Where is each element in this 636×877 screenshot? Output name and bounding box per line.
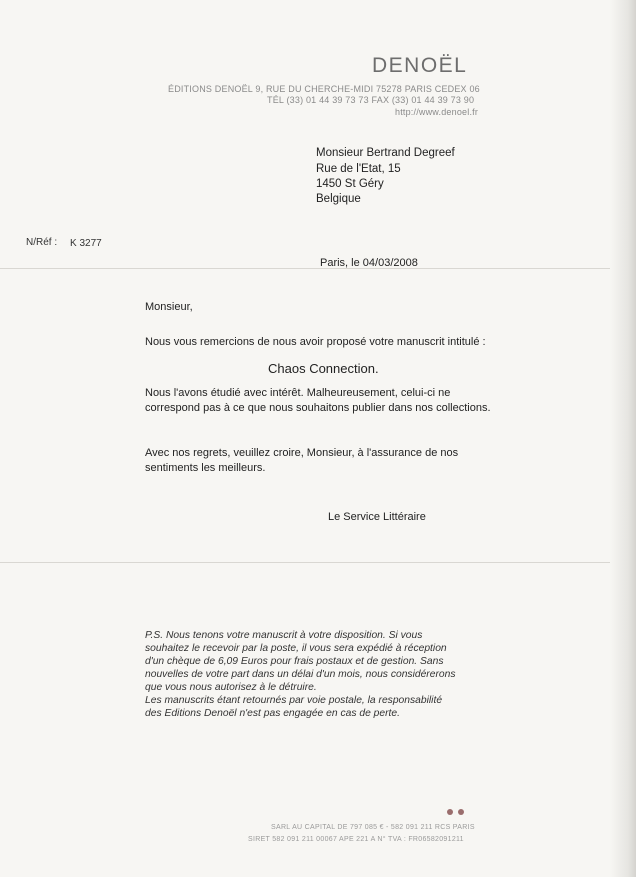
closing-text-line: sentiments les meilleurs. <box>145 462 266 474</box>
manuscript-title: Chaos Connection. <box>268 361 379 376</box>
postscript-line: P.S. Nous tenons votre manuscrit à votre disposition. Si vous <box>145 630 423 641</box>
letter-date: Paris, le 04/03/2008 <box>320 257 418 269</box>
body-text-line: Nous l'avons étudié avec intérêt. Malheureusement, celui-ci ne <box>145 387 451 399</box>
footer-legal-line: SIRET 582 091 211 00067 APE 221 A N° TVA : FR06582091211 <box>248 836 464 843</box>
recipient-street: Rue de l'Etat, 15 <box>316 163 401 175</box>
closing-text-line: Avec nos regrets, veuillez croire, Monsieur, à l'assurance de nos <box>145 447 459 459</box>
postscript-line: des Editions Denoël n'est pas engagée en cas de perte. <box>145 708 400 719</box>
postscript-line: Les manuscrits étant retournés par voie postale, la responsabilité <box>145 695 443 706</box>
logo-dots-icon <box>447 809 471 817</box>
paper-edge-shadow <box>610 0 636 877</box>
publisher-logo: DENOËL <box>372 54 468 77</box>
letterhead-website: http://www.denoel.fr <box>395 107 479 117</box>
paper-fold-line <box>0 268 636 269</box>
paper-fold-line <box>0 562 636 563</box>
letterhead-address: ÉDITIONS DENOËL 9, RUE DU CHERCHE-MIDI 75278 PARIS CEDEX 06 <box>168 84 480 94</box>
postscript-line: que vous nous autorisez à le détruire. <box>145 682 317 693</box>
signature: Le Service Littéraire <box>328 511 426 523</box>
postscript-line: nouvelles de votre part dans un délai d'un mois, nous considérerons <box>145 669 456 680</box>
reference-label: N/Réf : <box>26 237 58 248</box>
body-text-line: correspond pas à ce que nous souhaitons publier dans nos collections. <box>145 402 491 414</box>
reference-value: K 3277 <box>70 238 102 249</box>
footer-legal-line: SARL AU CAPITAL DE 797 085 € - 582 091 211 RCS PARIS <box>271 824 475 831</box>
recipient-country: Belgique <box>316 193 361 205</box>
intro-text: Nous vous remercions de nous avoir proposé votre manuscrit intitulé : <box>145 336 486 348</box>
recipient-city: 1450 St Géry <box>316 178 384 190</box>
postscript-line: d'un chèque de 6,09 Euros pour frais postaux et de gestion. Sans <box>145 656 444 667</box>
letterhead-phone: TÉL (33) 01 44 39 73 73 FAX (33) 01 44 39 73 90 <box>267 95 475 105</box>
recipient-name: Monsieur Bertrand Degreef <box>316 147 455 159</box>
postscript-line: souhaitez le recevoir par la poste, il vous sera expédié à réception <box>145 643 447 654</box>
salutation: Monsieur, <box>145 301 193 313</box>
